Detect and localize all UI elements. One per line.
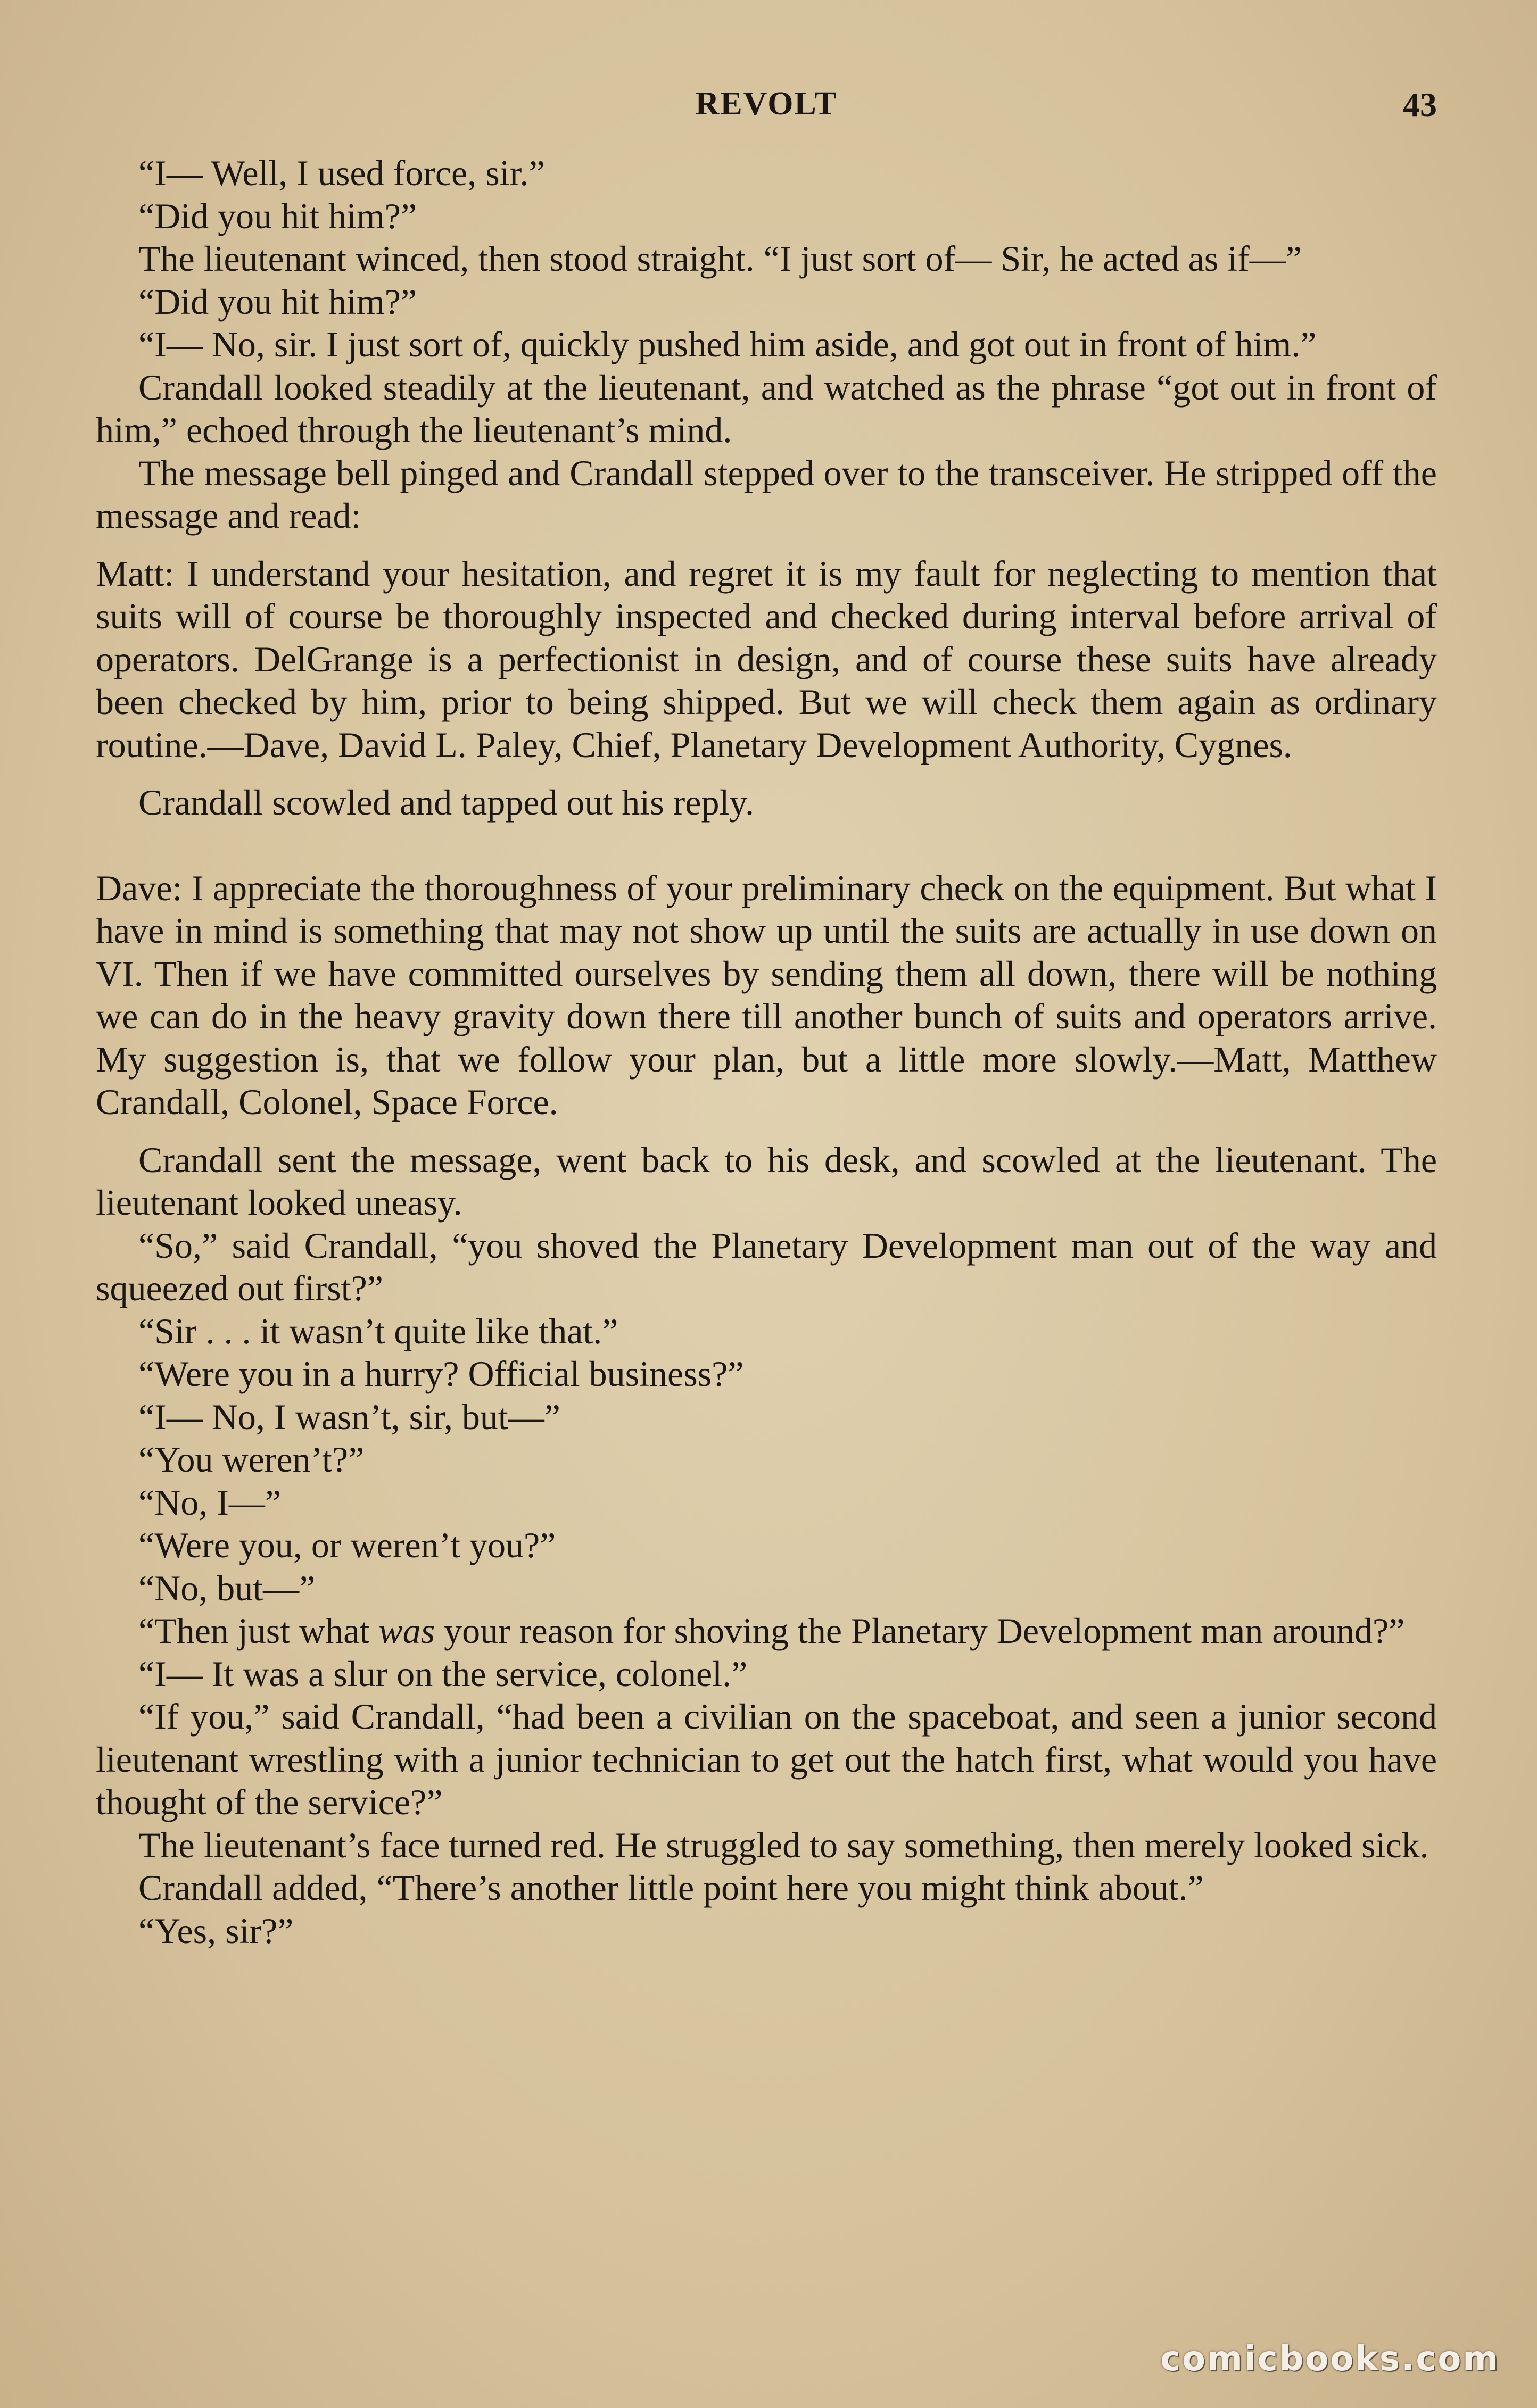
paragraph: Crandall added, “There’s another little point here you might think about.” <box>138 1867 1204 1908</box>
paragraph: “No, but—” <box>138 1567 316 1608</box>
paragraph: The message bell pinged and Crandall stepped over to the transceiver. He stripped off the message and read: <box>96 452 1437 536</box>
paragraph: “If you,” said Crandall, “had been a civilian on the spaceboat, and seen a junior second lieutenant wrestling with a junior technician to get out the hatch first, what would you have thought of the service?” <box>96 1696 1437 1822</box>
paragraph: Crandall sent the message, went back to his desk, and scowled at the lieutenant. The lieutenant looked uneasy. <box>96 1139 1437 1223</box>
paragraph: “You weren’t?” <box>138 1439 365 1480</box>
paragraph: “Did you hit him?” <box>138 195 417 236</box>
paragraph <box>96 1609 1437 1653</box>
paragraph: “Sir . . . it wasn’t quite like that.” <box>138 1310 618 1351</box>
paragraph: “I— Well, I used force, sir.” <box>138 153 545 193</box>
paragraph: “Did you hit him?” <box>138 281 417 322</box>
paragraph: Crandall looked steadily at the lieutenant, and watched as the phrase “got out in front of him,” echoed through the lieutenant’s mind. <box>96 367 1437 450</box>
paragraph: “So,” said Crandall, “you shoved the Planetary Development man out of the way and squeezed out first?” <box>96 1225 1437 1308</box>
paragraph: “I— No, I wasn’t, sir, but—” <box>138 1396 560 1437</box>
paragraph-part: your reason for shoving the Planetary Development man around?” <box>444 1610 1405 1651</box>
paragraph: Crandall scowled and tapped out his reply. <box>138 782 754 823</box>
emphasis: was <box>378 1610 435 1651</box>
site-watermark: comicbooks.com <box>1160 2339 1500 2379</box>
paragraph: “Yes, sir?” <box>138 1910 294 1951</box>
paragraph: “I— No, sir. I just sort of, quickly pushed him aside, and got out in front of him.” <box>138 324 1317 364</box>
paragraph: “Were you, or weren’t you?” <box>138 1525 556 1565</box>
body-text <box>96 152 1437 1952</box>
paragraph: The lieutenant’s face turned red. He struggled to say something, then merely looked sick. <box>138 1824 1429 1865</box>
page-number: 43 <box>1403 86 1437 123</box>
running-title: REVOLT <box>695 86 838 122</box>
paragraph: “I— It was a slur on the service, colonel.” <box>138 1653 748 1694</box>
paragraph-part: “Then just what <box>138 1610 370 1651</box>
paragraph: “No, I—” <box>138 1482 282 1523</box>
paragraph: “Were you in a hurry? Official business?” <box>138 1354 744 1394</box>
message-dave: Dave: I appreciate the thoroughness of your preliminary check on the equipment. But what I have in mind is something that may not show up until the suits are actually in use down on VI. Then if we have committed ourselves by sending them all down, there will be nothing we can do in the heavy gravity down there till another bunch of suits and operators arrive. My suggestion is, that we follow your plan, but a little more slowly.—Matt, Matthew Crandall, Colonel, Space Force. <box>96 867 1437 1122</box>
paragraph: The lieutenant winced, then stood straight. “I just sort of— Sir, he acted as if—” <box>138 238 1302 279</box>
message-matt: Matt: I understand your hesitation, and regret it is my fault for neglecting to mention that suits will of course be thoroughly inspected and checked during interval before arrival of operators. DelGrange is a perfectionist in design, and of course these suits have already been checked by him, prior to being shipped. But we will check them again as ordinary routine.—Dave, David L. Paley, Chief, Planetary Development Authority, Cygnes. <box>96 553 1437 765</box>
page-header <box>96 85 1437 133</box>
